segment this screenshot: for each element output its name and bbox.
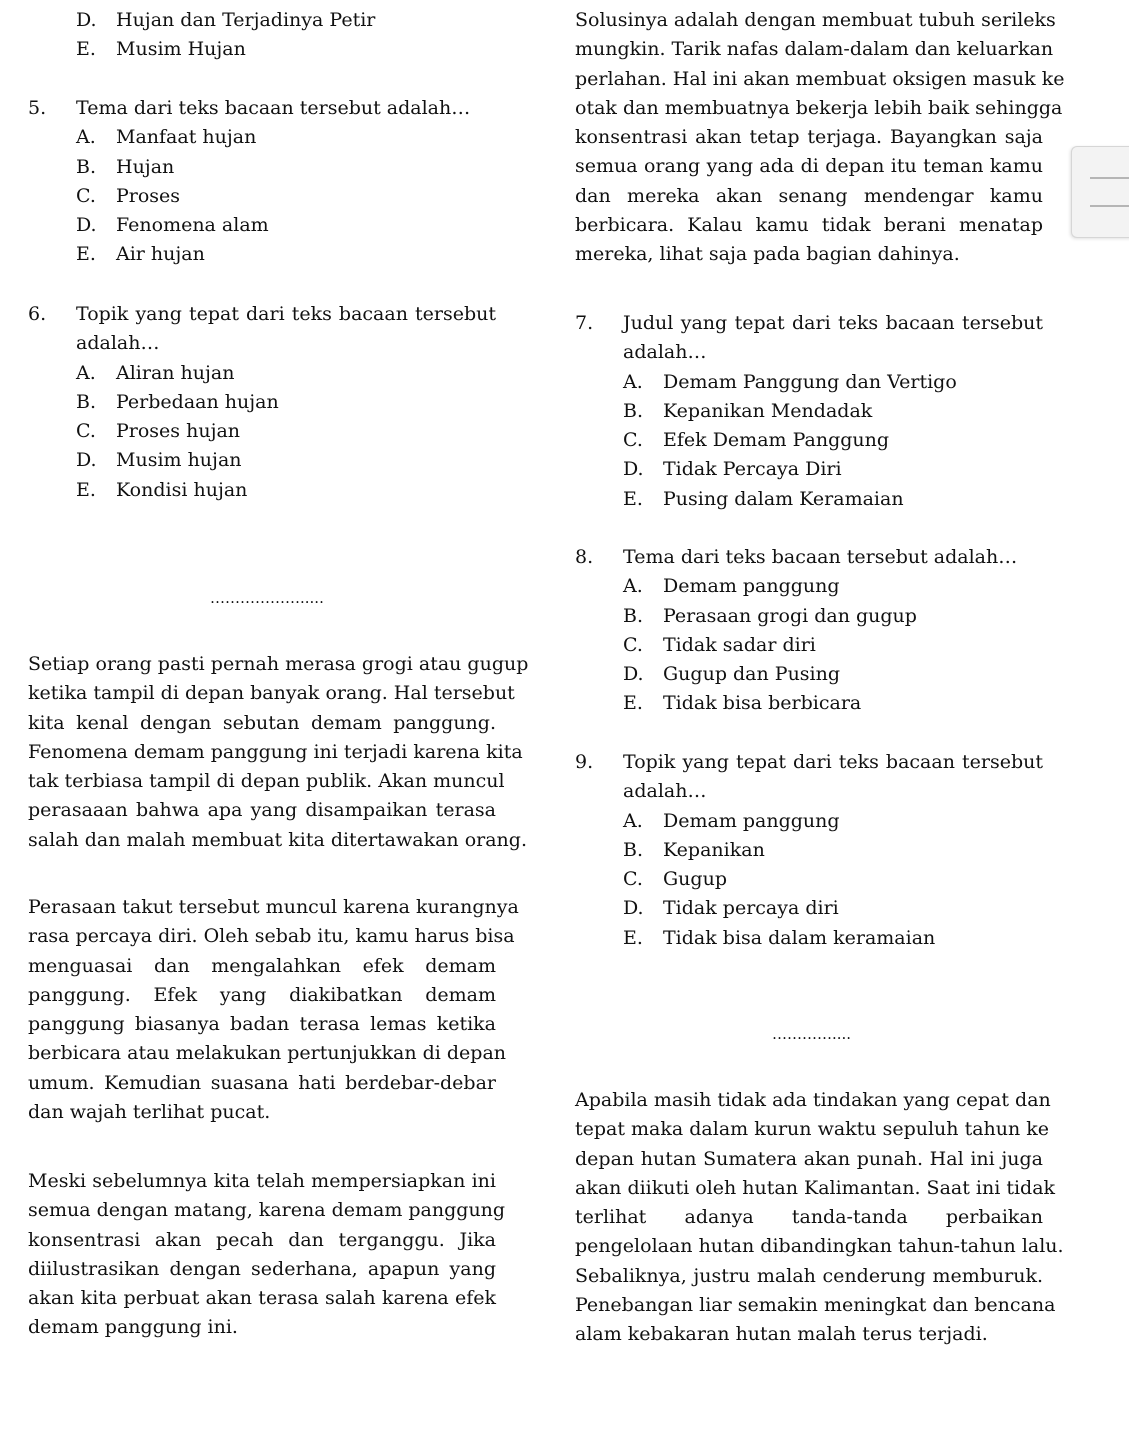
option-letter: D. [76,214,97,237]
question-8 [575,543,1045,719]
option-text: Musim hujan [116,449,242,472]
option-c[interactable] [575,426,1045,455]
text-line: perlahan. Hal ini akan membuat oksigen masuk ke [575,67,1065,90]
option-c[interactable] [575,865,1045,894]
text-line: menguasai dan mengalahkan efek demam [28,954,496,977]
text-line: berbicara. Kalau kamu tidak berani menatap [575,214,1043,237]
text-line: Meski sebelumnya kita telah mempersiapkan ini [28,1170,496,1192]
text-line: konsentrasi akan pecah dan terganggu. Jika [28,1228,496,1251]
option-e[interactable] [28,35,498,64]
option-text: Pusing dalam Keramaian [663,487,904,510]
option-letter: A. [76,126,96,149]
option-d[interactable] [575,455,1045,484]
option-text: Demam Panggung dan Vertigo [663,370,957,393]
text-line: Penebangan liar semakin meningkat dan bencana [575,1294,1056,1317]
text-line: konsentrasi akan tetap terjaga. Bayangkan saja [575,126,1043,149]
option-text: Air hujan [116,243,205,266]
option-letter: C. [76,420,96,443]
text-line: mereka, lihat saja pada bagian dahinya. [575,243,960,266]
question-text: Topik yang tepat dari teks bacaan tersebut [76,303,496,325]
option-letter: D. [623,663,644,686]
text-line: Perasaan takut tersebut muncul karena kurangnya [28,896,519,918]
text-line: mungkin. Tarik nafas dalam-dalam dan keluarkan [575,38,1054,61]
option-text: Tidak percaya diri [663,897,839,920]
option-a[interactable] [28,359,496,388]
option-b[interactable] [28,388,496,417]
option-letter: E. [623,926,643,949]
question-text: Tema dari teks bacaan tersebut adalah… [76,97,471,119]
option-text: Efek Demam Panggung [663,429,890,452]
option-text: Demam panggung [663,575,840,598]
text-line: panggung biasanya badan terasa lemas ketika [28,1013,496,1036]
text-line: umum. Kemudian suasana hati berdebar-debar [28,1071,496,1094]
question-number: 8. [575,546,594,568]
text-line: kita kenal dengan sebutan demam panggung. [28,711,496,734]
option-d[interactable] [28,446,496,475]
text-line: diilustrasikan dengan sederhana, apapun yang [28,1257,496,1280]
paragraph-demam-panggung-1 [28,650,529,855]
menu-icon [1090,177,1129,179]
option-d[interactable] [575,894,1045,923]
option-c[interactable] [28,182,498,211]
question-number: 5. [28,97,47,119]
option-text: Kepanikan [663,838,765,861]
text-line: berbicara atau melakukan pertunjukkan di depan [28,1042,507,1065]
option-e[interactable] [575,485,1045,514]
option-text: Musim Hujan [116,38,246,61]
option-d[interactable] [575,660,1045,689]
option-text: Tidak bisa berbicara [663,692,862,715]
option-text: Proses [116,184,181,207]
text-line: tepat maka dalam kurun waktu sepuluh tahun ke [575,1118,1050,1141]
option-c[interactable] [575,631,1045,660]
option-letter: D. [623,897,644,920]
option-e[interactable] [575,689,1045,718]
option-letter: C. [623,633,643,656]
text-line: dan wajah terlihat pucat. [28,1101,271,1124]
option-letter: A. [623,575,643,598]
option-text: Proses hujan [116,420,241,443]
text-line: Apabila masih tidak ada tindakan yang cepat dan [575,1089,1051,1111]
option-text: Perbedaan hujan [116,390,279,413]
text-line: tak terbiasa tampil di depan publik. Akan muncul [28,770,505,793]
option-text: Demam panggung [663,809,840,832]
option-text: Hujan [116,155,175,178]
question-number: 7. [575,312,594,334]
question-5 [28,94,498,270]
side-panel-handle[interactable] [1071,146,1129,238]
text-line: otak dan membuatnya bekerja lebih baik sehingga [575,96,1063,119]
section-separator: ………………..... [210,589,324,607]
options-q4-continued [28,6,498,65]
option-c[interactable] [28,417,496,446]
option-text: Hujan dan Terjadinya Petir [116,9,376,31]
question-text: Judul yang tepat dari teks bacaan tersebut [623,312,1043,334]
option-letter: B. [76,155,97,178]
option-letter: D. [76,449,97,472]
option-letter: B. [623,838,644,861]
question-text: Topik yang tepat dari teks bacaan tersebut [623,751,1043,773]
menu-icon-bar [1090,205,1129,207]
text-line: pengelolaan hutan dibandingkan tahun-tahun lalu. [575,1235,1064,1258]
option-letter: A. [76,361,96,384]
option-text: Perasaan grogi dan gugup [663,604,917,627]
question-text: Tema dari teks bacaan tersebut adalah… [623,546,1018,568]
option-letter: B. [623,399,644,422]
question-number: 9. [575,751,594,773]
option-b[interactable] [28,153,498,182]
text-line: depan hutan Sumatera akan punah. Hal ini juga [575,1147,1043,1170]
option-text: Tidak sadar diri [663,633,816,656]
question-7 [575,309,1045,514]
text-line: Solusinya adalah dengan membuat tubuh serileks [575,9,1056,31]
option-text: Tidak Percaya Diri [663,458,842,481]
option-a[interactable] [28,123,498,152]
question-9 [575,748,1045,953]
text-line: ketika tampil di depan banyak orang. Hal tersebut [28,682,515,705]
text-line: alam kebakaran hutan malah terus terjadi. [575,1323,988,1346]
option-letter: D. [76,9,97,31]
option-text: Manfaat hujan [116,126,257,149]
text-line: demam panggung ini. [28,1316,238,1339]
option-letter: A. [623,370,643,393]
text-line: panggung. Efek yang diakibatkan demam [28,983,496,1006]
paragraph-demam-panggung-2 [28,893,519,1127]
option-d[interactable] [28,6,498,35]
option-letter: C. [76,184,96,207]
question-text-cont: adalah… [623,341,707,364]
text-line: semua dengan matang, karena demam panggung [28,1199,506,1222]
option-letter: B. [76,390,97,413]
option-b[interactable] [575,836,1045,865]
option-text: Aliran hujan [116,361,235,384]
option-a[interactable] [575,807,1045,836]
question-6 [28,300,496,505]
text-line: salah dan malah membuat kita ditertawakan orang. [28,828,527,851]
paragraph-hutan [575,1086,1064,1350]
text-line: akan diikuti oleh hutan Kalimantan. Saat ini tidak [575,1176,1056,1199]
option-letter: B. [623,604,644,627]
option-e[interactable] [28,476,496,505]
option-letter: D. [623,458,644,481]
option-text: Kondisi hujan [116,478,248,501]
option-letter: E. [76,478,96,501]
option-text: Gugup [663,868,727,891]
option-a[interactable] [575,368,1045,397]
section-separator: ………….... [772,1025,852,1043]
text-line: terlihat adanya tanda-tanda perbaikan [575,1206,1043,1229]
option-b[interactable] [575,397,1045,426]
option-letter: E. [623,487,643,510]
option-letter: A. [623,809,643,832]
option-letter: E. [76,38,96,61]
option-e[interactable] [575,924,1045,953]
question-text-cont: adalah… [623,780,707,803]
question-text-cont: adalah… [76,332,160,355]
text-line: Setiap orang pasti pernah merasa grogi atau gugup [28,653,529,675]
text-line: dan mereka akan senang mendengar kamu [575,184,1043,207]
option-a[interactable] [575,572,1045,601]
option-letter: C. [623,868,643,891]
paragraph-solusi [575,6,1065,270]
text-line: perasaaan bahwa apa yang disampaikan terasa [28,799,496,822]
paragraph-demam-panggung-3 [28,1167,506,1343]
option-letter: E. [76,243,96,266]
option-b[interactable] [575,602,1045,631]
text-line: Sebaliknya, justru malah cenderung memburuk. [575,1264,1043,1287]
text-line: Fenomena demam panggung ini terjadi karena kita [28,740,523,763]
text-line: semua orang yang ada di depan itu teman kamu [575,155,1043,178]
option-text: Gugup dan Pusing [663,663,841,686]
option-d[interactable] [28,211,498,240]
option-letter: E. [623,692,643,715]
option-text: Fenomena alam [116,214,269,237]
option-text: Tidak bisa dalam keramaian [663,926,936,949]
option-e[interactable] [28,240,498,269]
text-line: rasa percaya diri. Oleh sebab itu, kamu harus bisa [28,925,515,948]
option-text: Kepanikan Mendadak [663,399,873,422]
question-number: 6. [28,303,47,325]
text-line: akan kita perbuat akan terasa salah karena efek [28,1287,496,1310]
option-letter: C. [623,429,643,452]
